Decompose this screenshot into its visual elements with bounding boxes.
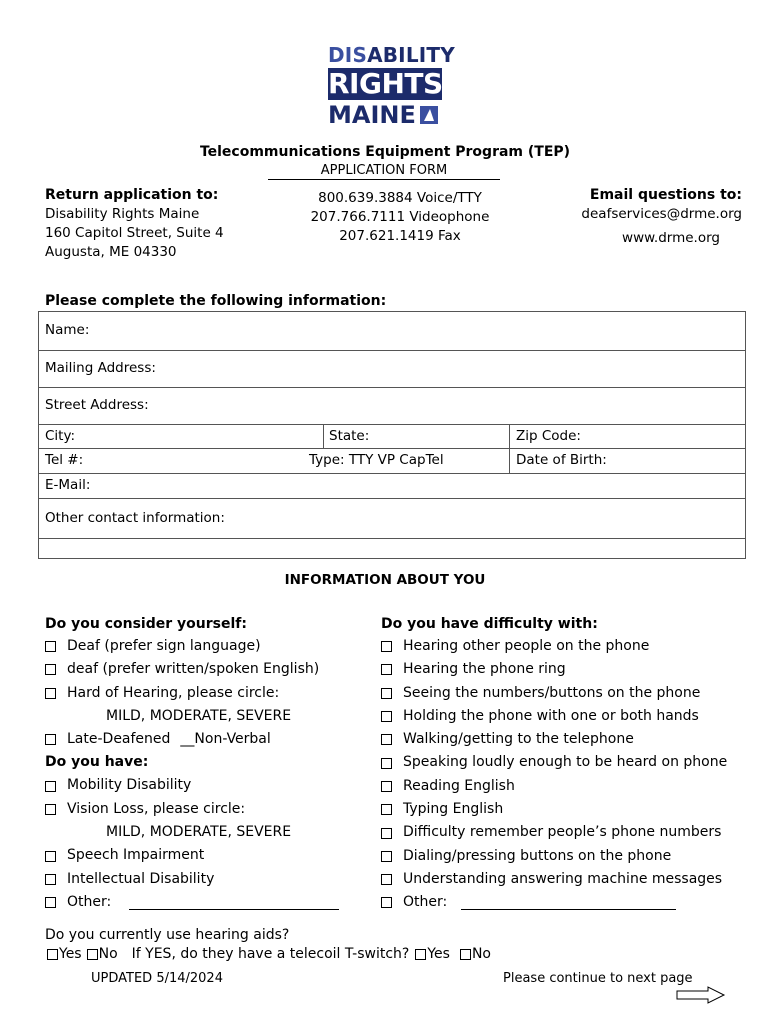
checkbox-late-deafened[interactable]: Late-Deafened __Non-Verbal [45,728,365,751]
checkbox-icon[interactable] [87,949,98,960]
nonverbal-option[interactable]: __Non-Verbal [180,731,271,748]
checkbox-speech[interactable]: Speech Impairment [45,844,365,867]
form-heading: Please complete the following information: [45,293,387,309]
checkbox-difficulty[interactable]: Difficulty remember people’s phone numbers [381,821,741,844]
checkbox-icon[interactable] [45,897,56,908]
checkbox-difficulty[interactable]: Speaking loudly enough to be heard on phone [381,751,741,774]
checkbox-difficulty[interactable]: Hearing the phone ring [381,658,741,681]
hearing-aids-block [45,926,491,964]
no-option[interactable]: No [98,946,118,962]
checkbox-icon[interactable] [45,688,56,699]
checkbox-icon[interactable] [45,664,56,675]
email-address: deafservices@drme.org [581,206,742,222]
checkbox-intellectual[interactable]: Intellectual Disability [45,868,365,891]
mailing-address-label: Mailing Address: [45,360,156,376]
phone-videophone: 207.766.7111 Videophone [310,209,490,225]
vision-levels[interactable]: MILD, MODERATE, SEVERE [106,824,292,841]
yes-option-telecoil[interactable]: Yes [427,946,450,962]
checkbox-icon[interactable] [415,949,426,960]
city-state-zip-row [39,424,745,449]
other-have-input[interactable] [129,895,339,910]
form-subtitle: APPLICATION FORM [268,163,500,180]
checkbox-other-difficulty[interactable]: Other: [381,891,741,914]
checkbox-mobility[interactable]: Mobility Disability [45,774,365,797]
street-address-label: Street Address: [45,397,149,413]
checkbox-difficulty[interactable]: Understanding answering machine messages [381,868,741,891]
checkbox-icon[interactable] [381,804,392,815]
logo-line-1: DISABILITY [328,43,455,67]
email-block [560,186,742,248]
other-contact-label: Other contact information: [45,510,225,526]
zip-label[interactable]: Zip Code: [516,428,581,444]
checkbox-icon[interactable] [381,781,392,792]
return-address-block [45,186,224,262]
email-field[interactable] [39,473,745,499]
checkbox-difficulty[interactable]: Walking/getting to the telephone [381,728,741,751]
no-option-telecoil[interactable]: No [471,946,491,962]
checkbox-icon[interactable] [381,664,392,675]
other-difficulty-input[interactable] [461,895,676,910]
return-heading: Return application to: [45,187,219,203]
checkbox-icon[interactable] [45,781,56,792]
checkbox-icon[interactable] [381,688,392,699]
checkbox-difficulty[interactable]: Holding the phone with one or both hands [381,705,741,728]
checkbox-difficulty[interactable]: Hearing other people on the phone [381,635,741,658]
checkbox-icon[interactable] [45,641,56,652]
name-label: Name: [45,322,90,338]
divider [323,424,324,448]
checkbox-difficulty[interactable]: Dialing/pressing buttons on the phone [381,845,741,868]
difficulty-heading: Do you have difficulty with: [381,616,598,632]
checkbox-icon[interactable] [45,804,56,815]
checkbox-icon[interactable] [381,874,392,885]
mailing-address-field[interactable] [39,350,745,388]
right-arrow-icon [676,986,726,1004]
return-line: Augusta, ME 04330 [45,244,177,260]
state-label[interactable]: State: [329,428,370,444]
maine-flag-icon [420,106,438,124]
street-address-field[interactable] [39,387,745,425]
checkbox-icon[interactable] [381,897,392,908]
yes-option[interactable]: Yes [59,946,82,962]
have-heading: Do you have: [45,754,149,771]
logo-line-2: RIGHTS [328,67,443,100]
checkbox-icon[interactable] [45,734,56,745]
right-column [381,613,741,915]
telecoil-question: If YES, do they have a telecoil T-switch? [131,946,410,962]
name-field[interactable] [39,312,745,351]
left-column [45,613,365,914]
consider-heading: Do you consider yourself: [45,616,247,632]
tel-label[interactable]: Tel #: [45,452,84,468]
section-title: INFORMATION ABOUT YOU [284,572,486,588]
tel-type-dob-row [39,448,745,474]
checkbox-icon[interactable] [45,851,56,862]
other-contact-field[interactable] [39,498,745,539]
hoh-levels[interactable]: MILD, MODERATE, SEVERE [106,707,292,724]
updated-date: UPDATED 5/14/2024 [91,971,223,986]
contact-form [38,311,746,559]
checkbox-icon[interactable] [381,734,392,745]
form-title: Telecommunications Equipment Program (TEP) [199,144,571,160]
continue-note: Please continue to next page [503,971,693,986]
email-heading: Email questions to: [589,187,742,203]
checkbox-icon[interactable] [381,641,392,652]
hearing-aids-answers [45,945,491,964]
checkbox-difficulty[interactable]: Reading English [381,775,741,798]
checkbox-difficulty[interactable]: Typing English [381,798,741,821]
phone-voice: 800.639.3884 Voice/TTY [318,190,482,206]
phone-block [290,189,510,246]
checkbox-icon[interactable] [381,711,392,722]
website: www.drme.org [622,230,720,246]
checkbox-difficulty[interactable]: Seeing the numbers/buttons on the phone [381,682,741,705]
checkbox-icon[interactable] [381,851,392,862]
checkbox-icon[interactable] [381,828,392,839]
return-line: 160 Capitol Street, Suite 4 [45,225,224,241]
phone-type-label[interactable]: Type: TTY VP CapTel [309,452,444,468]
dob-label[interactable]: Date of Birth: [516,452,607,468]
checkbox-hard-of-hearing[interactable]: Hard of Hearing, please circle: [45,682,365,705]
logo-line-3: MAINE [328,101,444,129]
checkbox-icon[interactable] [47,949,58,960]
city-label[interactable]: City: [45,428,76,444]
checkbox-icon[interactable] [460,949,471,960]
return-line: Disability Rights Maine [45,206,200,222]
checkbox-vision-loss[interactable]: Vision Loss, please circle: [45,798,365,821]
checkbox-icon[interactable] [381,758,392,769]
checkbox-other-have[interactable]: Other: [45,891,365,914]
divider [509,424,510,473]
checkbox-icon[interactable] [45,874,56,885]
phone-fax: 207.621.1419 Fax [339,228,461,244]
checkbox-deaf-sign[interactable]: Deaf (prefer sign language) [45,635,365,658]
drme-logo [328,43,455,129]
hearing-aids-question: Do you currently use hearing aids? [45,927,290,943]
email-label: E-Mail: [45,477,91,493]
checkbox-deaf-spoken[interactable]: deaf (prefer written/spoken English) [45,658,365,681]
